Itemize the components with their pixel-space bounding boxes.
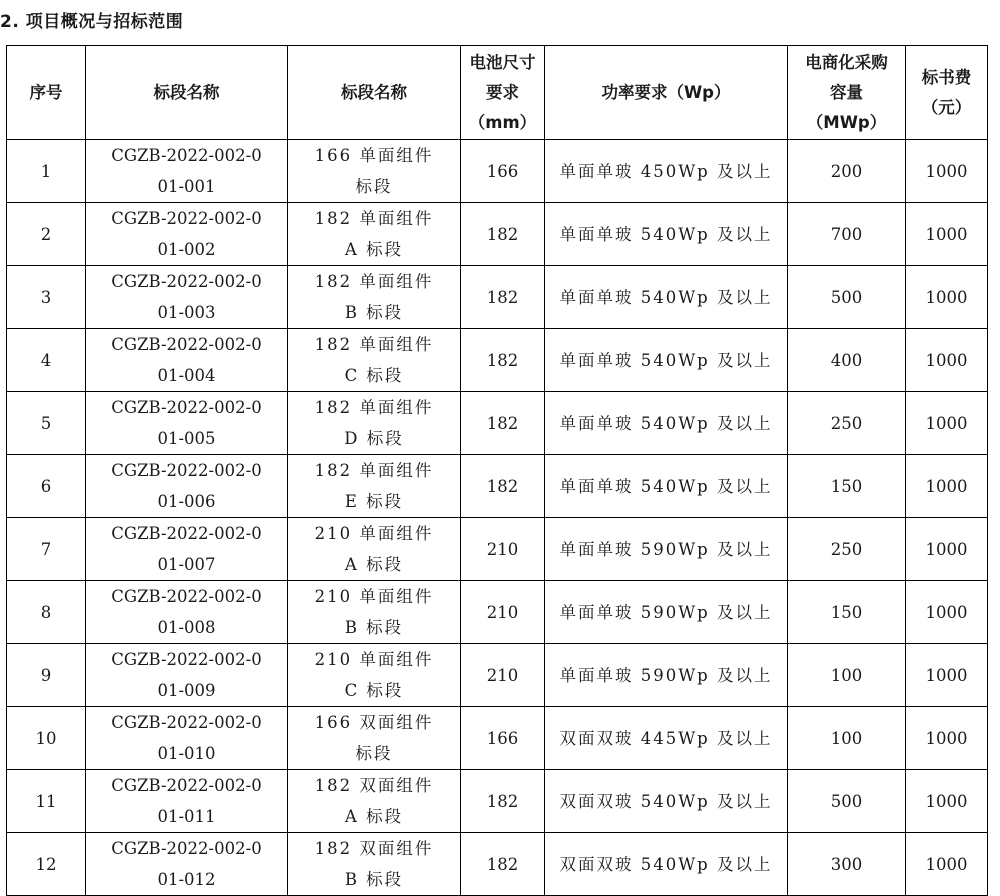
cell-seq: 9 [7,644,86,707]
cell-power: 双面双玻 540Wp 及以上 [545,770,788,833]
cell-lot-name: 166 双面组件标段 [288,707,461,770]
cell-power: 双面双玻 445Wp 及以上 [545,707,788,770]
cell-seq: 5 [7,392,86,455]
cell-fee: 1000 [906,644,988,707]
cell-cell-size: 166 [461,707,545,770]
cell-cell-size: 182 [461,392,545,455]
cell-cell-size: 166 [461,140,545,203]
header-fee: 标书费（元） [906,46,988,140]
cell-capacity: 200 [788,140,906,203]
cell-power: 单面单玻 540Wp 及以上 [545,329,788,392]
cell-lot-id: CGZB-2022-002-001-003 [86,266,288,329]
cell-cell-size: 182 [461,833,545,896]
cell-lot-name: 182 单面组件 A 标段 [288,203,461,266]
cell-capacity: 400 [788,329,906,392]
cell-power: 单面单玻 540Wp 及以上 [545,203,788,266]
cell-cell-size: 210 [461,644,545,707]
header-lot-name: 标段名称 [288,46,461,140]
section-heading: 2. 项目概况与招标范围 [0,12,184,32]
cell-lot-id: CGZB-2022-002-001-005 [86,392,288,455]
cell-capacity: 100 [788,644,906,707]
cell-capacity: 300 [788,833,906,896]
cell-seq: 3 [7,266,86,329]
cell-lot-id: CGZB-2022-002-001-002 [86,203,288,266]
table-body [7,140,988,896]
table-row [7,707,988,770]
cell-capacity: 250 [788,518,906,581]
table-row [7,140,988,203]
cell-lot-name: 182 单面组件 D 标段 [288,392,461,455]
cell-seq: 2 [7,203,86,266]
header-capacity: 电商化采购容量（MWp） [788,46,906,140]
header-cell-size: 电池尺寸要求（mm） [461,46,545,140]
cell-lot-id: CGZB-2022-002-001-001 [86,140,288,203]
cell-cell-size: 210 [461,581,545,644]
cell-lot-name: 182 单面组件 E 标段 [288,455,461,518]
table-row [7,329,988,392]
bid-lots-table [6,45,988,896]
cell-fee: 1000 [906,329,988,392]
cell-seq: 7 [7,518,86,581]
table-row [7,581,988,644]
cell-cell-size: 182 [461,329,545,392]
cell-power: 单面单玻 590Wp 及以上 [545,644,788,707]
cell-capacity: 150 [788,581,906,644]
cell-seq: 8 [7,581,86,644]
cell-cell-size: 182 [461,455,545,518]
cell-power: 单面单玻 590Wp 及以上 [545,581,788,644]
cell-lot-id: CGZB-2022-002-001-007 [86,518,288,581]
cell-seq: 11 [7,770,86,833]
cell-fee: 1000 [906,392,988,455]
cell-fee: 1000 [906,266,988,329]
cell-lot-name: 182 双面组件 B 标段 [288,833,461,896]
cell-lot-name: 182 双面组件 A 标段 [288,770,461,833]
cell-power: 单面单玻 540Wp 及以上 [545,266,788,329]
cell-fee: 1000 [906,518,988,581]
cell-lot-id: CGZB-2022-002-001-004 [86,329,288,392]
cell-capacity: 100 [788,707,906,770]
cell-capacity: 700 [788,203,906,266]
cell-power: 双面双玻 540Wp 及以上 [545,833,788,896]
cell-fee: 1000 [906,455,988,518]
table-row [7,518,988,581]
cell-power: 单面单玻 590Wp 及以上 [545,518,788,581]
cell-seq: 4 [7,329,86,392]
cell-cell-size: 182 [461,266,545,329]
cell-cell-size: 182 [461,203,545,266]
cell-power: 单面单玻 540Wp 及以上 [545,392,788,455]
cell-power: 单面单玻 450Wp 及以上 [545,140,788,203]
cell-capacity: 150 [788,455,906,518]
table-header-row [7,46,988,140]
cell-lot-id: CGZB-2022-002-001-011 [86,770,288,833]
cell-fee: 1000 [906,770,988,833]
cell-capacity: 250 [788,392,906,455]
cell-seq: 1 [7,140,86,203]
cell-fee: 1000 [906,203,988,266]
cell-lot-id: CGZB-2022-002-001-008 [86,581,288,644]
cell-capacity: 500 [788,770,906,833]
table-row [7,644,988,707]
cell-lot-name: 210 单面组件 C 标段 [288,644,461,707]
table-row [7,203,988,266]
cell-lot-id: CGZB-2022-002-001-006 [86,455,288,518]
header-power: 功率要求（Wp） [545,46,788,140]
table-row [7,455,988,518]
cell-cell-size: 210 [461,518,545,581]
cell-lot-name: 210 单面组件 A 标段 [288,518,461,581]
cell-seq: 6 [7,455,86,518]
cell-lot-name: 182 单面组件 B 标段 [288,266,461,329]
table-row [7,833,988,896]
cell-fee: 1000 [906,581,988,644]
cell-fee: 1000 [906,833,988,896]
header-seq: 序号 [7,46,86,140]
cell-fee: 1000 [906,140,988,203]
cell-lot-id: CGZB-2022-002-001-010 [86,707,288,770]
cell-capacity: 500 [788,266,906,329]
cell-lot-name: 210 单面组件 B 标段 [288,581,461,644]
cell-lot-name: 166 单面组件标段 [288,140,461,203]
cell-lot-id: CGZB-2022-002-001-012 [86,833,288,896]
table-row [7,392,988,455]
cell-power: 单面单玻 540Wp 及以上 [545,455,788,518]
cell-cell-size: 182 [461,770,545,833]
cell-lot-id: CGZB-2022-002-001-009 [86,644,288,707]
header-lot-id: 标段名称 [86,46,288,140]
table-row [7,770,988,833]
cell-fee: 1000 [906,707,988,770]
cell-seq: 10 [7,707,86,770]
cell-lot-name: 182 单面组件 C 标段 [288,329,461,392]
cell-seq: 12 [7,833,86,896]
table-row [7,266,988,329]
